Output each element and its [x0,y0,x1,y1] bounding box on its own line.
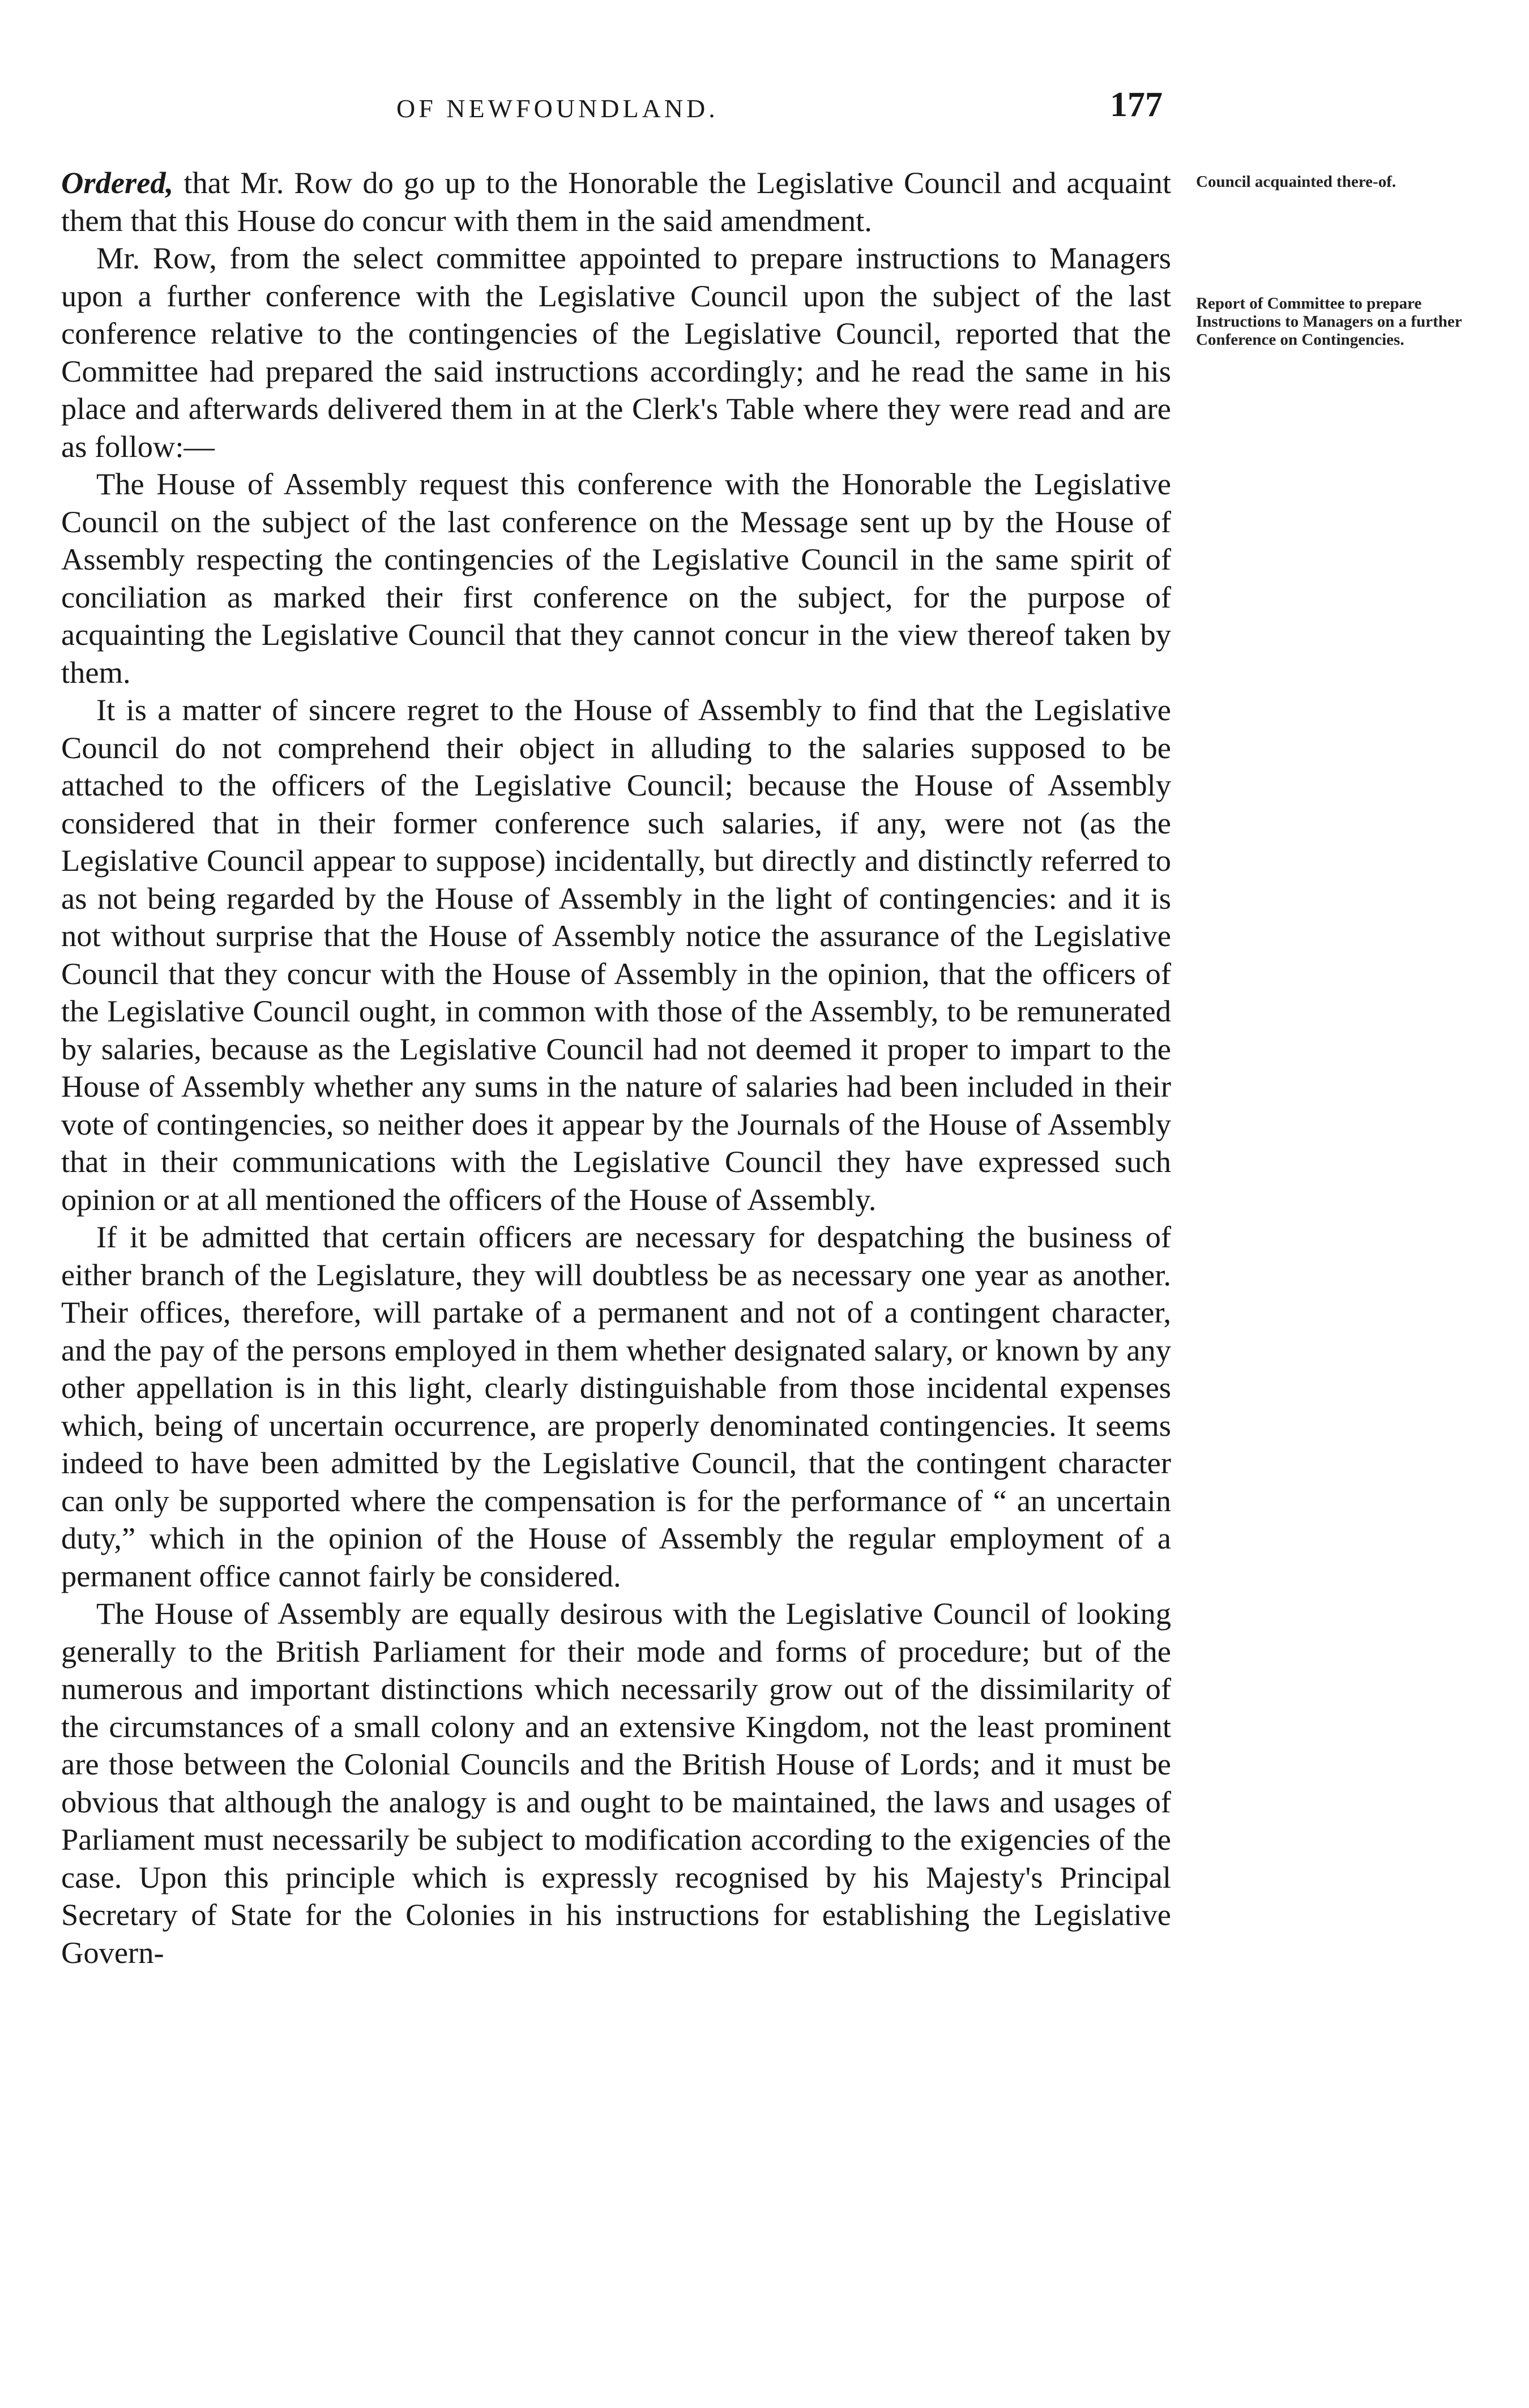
paragraph-order-text: that Mr. Row do go up to the Honorable the Legislative Council and acquaint them that this House do concur with them in the said amendment. [61,165,1171,238]
body-text [61,164,1171,1971]
paragraph-parliament: The House of Assembly are equally desirous with the Legislative Council of looking generally to the British Parliament for their mode and forms of procedure; but of the numerous and important distinctions which necessarily grow out of the dissimilarity of the circumstances of a small colony and an extensive Kingdom, not the least prominent are those between the Colonial Councils and the British House of Lords; and it must be obvious that although the analogy is and ought to be maintained, the laws and usages of Parliament must necessarily be subject to modification according to the exigencies of the case. Upon this principle which is expressly recognised by his Majesty's Principal Secretary of State for the Colonies in his instructions for establishing the Legislative Govern- [61,1596,1171,1970]
paragraph-conference-request: The House of Assembly request this conference with the Honorable the Legislative Council on the subject of the last conference on the Message sent up by the House of Assembly respecting the contingencies of the Legislative Council in the same spirit of conciliation as marked their first conference on the subject, for the purpose of acquainting the Legislative Council that they cannot concur in the view thereof taken by them. [61,467,1171,690]
paragraph-committee-report: Mr. Row, from the select committee appointed to prepare instructions to Managers upon a further conference with the Legislative Council upon the subject of the last conference relative to the contingencies of the Legislative Council, reported that the Committee had prepared the said instructions accordingly; and he read the same in his place and afterwards delivered them in at the Clerk's Table where they were read and are as follow:— [61,241,1171,464]
paragraph-order [61,164,1171,239]
page-number: 177 [1110,85,1163,124]
running-head: OF NEWFOUNDLAND. [396,94,719,123]
margin-note-council-acquainted: Council acquainted there-of. [1196,173,1396,191]
ordered-lead-word: Ordered, [61,165,174,200]
paragraph-officers: If it be admitted that certain officers are necessary for despatching the business of either branch of the Legislature, they will doubtless be as necessary one year as another. Their offices, therefore, will partake of a permanent and not of a contingent character, and the pay of the persons employed in them whether designated salary, or known by any other appellation is in this light, clearly distinguishable from those incidental expenses which, being of uncertain occurrence, are properly denominated contingencies. It seems indeed to have been admitted by the Legislative Council, that the contingent character can only be supported where the compensation is for the performance of “ an uncertain duty,” which in the opinion of the House of Assembly the regular employment of a permanent office cannot fairly be considered. [61,1220,1171,1593]
paragraph-regret: It is a matter of sincere regret to the House of Assembly to find that the Legislative Council do not comprehend their object in alluding to the salaries supposed to be attached to the officers of the Legislative Council; because the House of Assembly considered that in their former conference such salaries, if any, were not (as the Legislative Council appear to suppose) incidentally, but directly and distinctly referred to as not being regarded by the House of Assembly in the light of contingencies: and it is not without surprise that the House of Assembly notice the assurance of the Legislative Council that they concur with the House of Assembly in the opinion, that the officers of the Legislative Council ought, in common with those of the Assembly, to be remunerated by salaries, because as the Legislative Council had not deemed it proper to impart to the House of Assembly whether any sums in the nature of salaries had been included in their vote of contingencies, so neither does it appear by the Journals of the House of Assembly that in their communications with the Legislative Council they have expressed such opinion or at all mentioned the officers of the House of Assembly. [61,692,1171,1217]
margin-note-committee-report: Report of Committee to prepare Instructions to Managers on a further Conference on Contingencies. [1196,294,1462,349]
